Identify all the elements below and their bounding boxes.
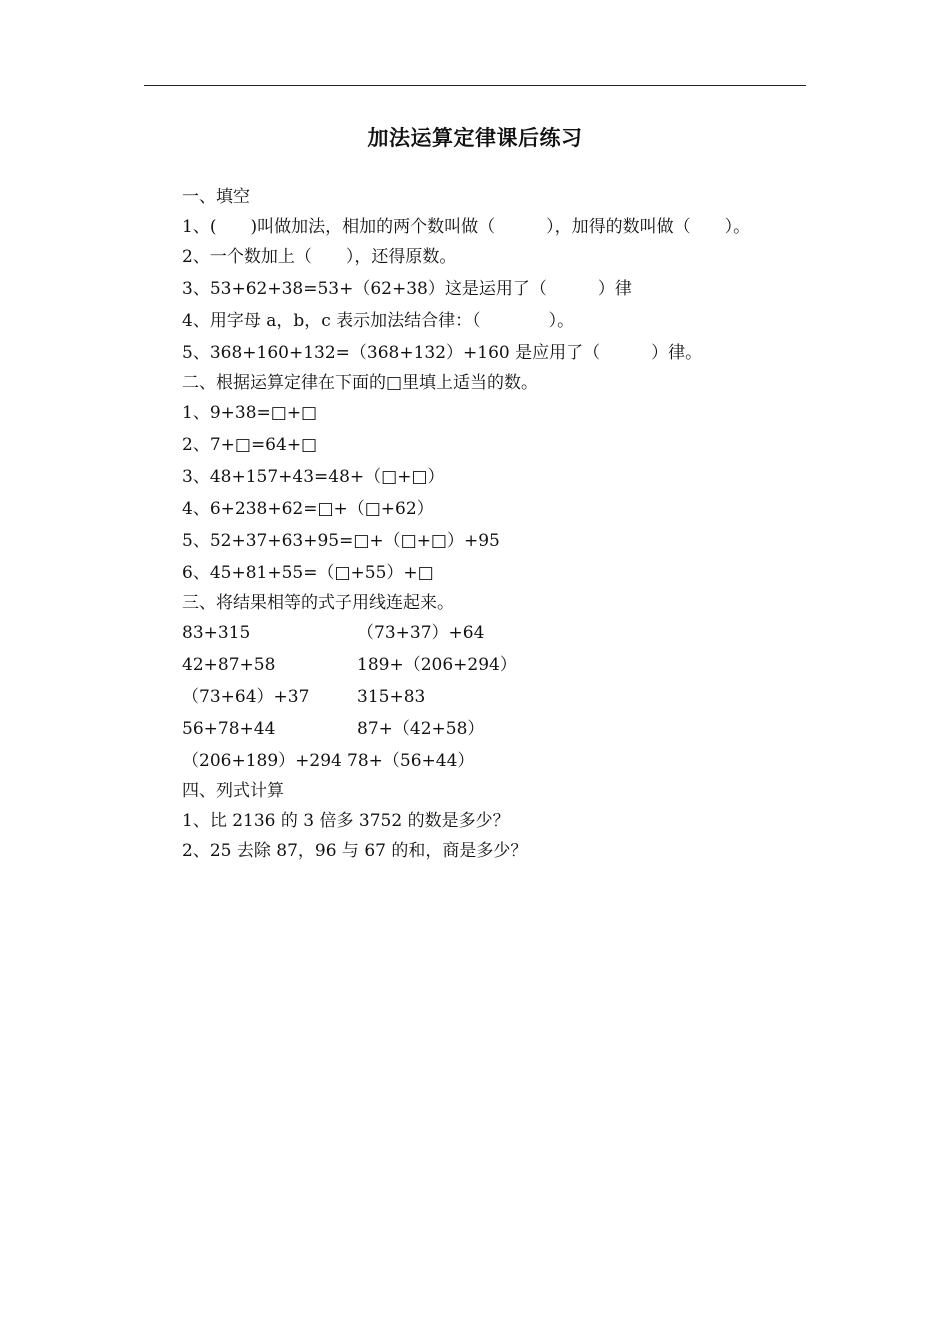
section-2-item-5: 5、52+37+63+95=□+（□+□）+95 [182,531,500,551]
section-2-item-6: 6、45+81+55=（□+55）+□ [182,563,434,583]
section-2-heading: 二、根据运算定律在下面的□里填上适当的数。 [182,373,539,393]
section-4-heading: 四、列式计算 [182,781,284,801]
section-1-item-5: 5、368+160+132=（368+132）+160 是应用了（ ）律。 [182,343,703,363]
section-4-item-1: 1、比 2136 的 3 倍多 3752 的数是多少？ [182,811,510,831]
section-3-heading: 三、将结果相等的式子用线连起来。 [182,593,454,613]
match-row-5 [182,747,822,777]
section-2-item-3: 3、48+157+43=48+（□+□） [182,467,445,487]
section-2-item-2: 2、7+□=64+□ [182,435,318,455]
section-2-item-4: 4、6+238+62=□+（□+62） [182,499,434,519]
section-1-item-2: 2、一个数加上（ ），还得原数。 [182,247,457,267]
section-4-item-2: 2、25 去除 87，96 与 67 的和，商是多少？ [182,841,528,861]
match-row-3 [182,683,822,715]
match-left-expression: 56+78+44 [182,719,276,739]
page-title: 加法运算定律课后练习 [367,125,583,150]
section-1-item-3: 3、53+62+38=53+（62+38）这是运用了（ ）律 [182,279,632,299]
section-1-item-4: 4、用字母 a，b，c 表示加法结合律：（ ）。 [182,311,575,331]
match-right-expression: 78+（56+44） [347,751,475,771]
match-left-expression: 42+87+58 [182,655,276,675]
header-rule [144,85,806,86]
match-row-4 [182,715,822,747]
section-1-item-1: 1、( )叫做加法，相加的两个数叫做（ ），加得的数叫做（ ）。 [182,217,751,237]
match-right-expression: 315+83 [357,687,426,707]
match-left-expression: （73+64）+37 [182,687,310,707]
match-row-2 [182,651,822,683]
match-left-expression: （206+189）+294 [182,751,342,771]
match-right-expression: （73+37）+64 [357,623,485,643]
section-1-heading: 一、填空 [182,187,250,207]
match-left-expression: 83+315 [182,623,251,643]
match-row-1 [182,619,822,651]
worksheet-content [182,183,822,869]
section-2-item-1: 1、9+38=□+□ [182,403,318,423]
match-right-expression: 189+（206+294） [357,655,517,675]
match-right-expression: 87+（42+58） [357,719,485,739]
